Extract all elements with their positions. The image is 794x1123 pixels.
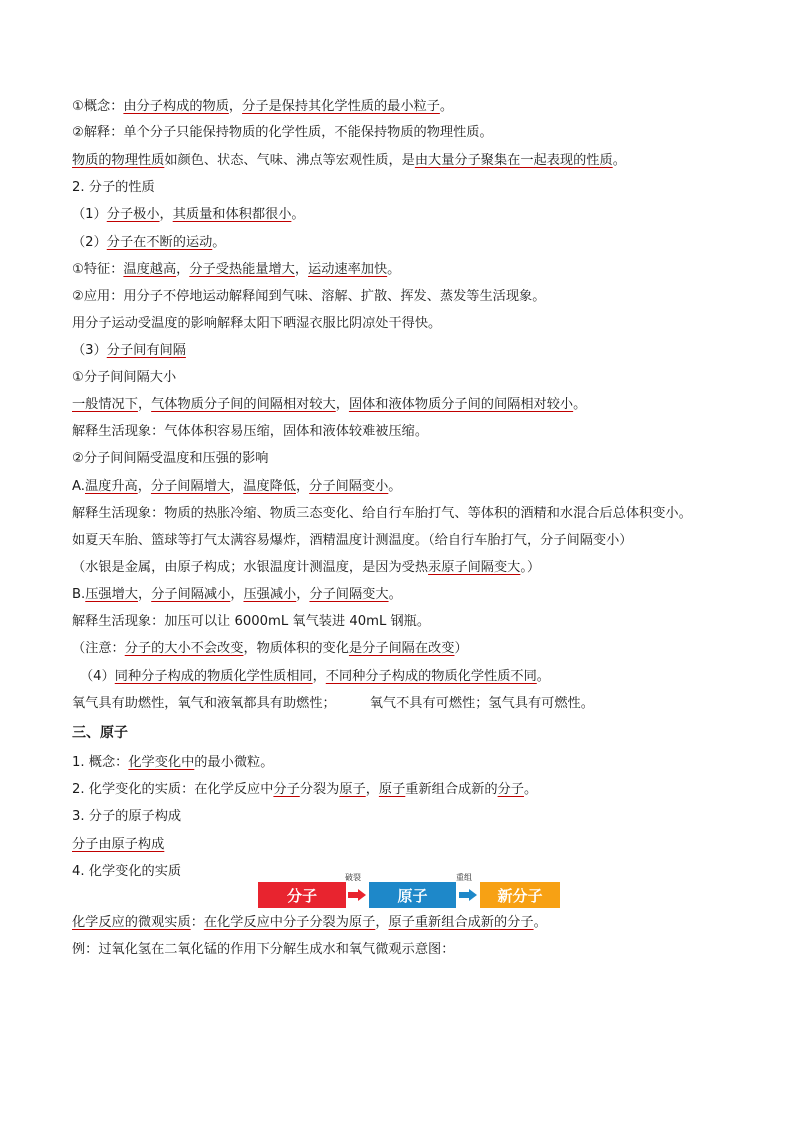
temp-pressure-heading: ②分子间间隔受温度和压强的影响 [72, 451, 269, 466]
atom-concept-line: 1. 概念：化学变化中的最小微粒。 [72, 755, 274, 770]
atom-box: 原子 [369, 882, 456, 908]
property-1: （1）分子极小，其质量和体积都很小。 [72, 207, 305, 222]
mercury-line: （水银是金属，由原子构成；水银温度计测温度，是因为受热汞原子间隔变大。） [72, 560, 541, 575]
atom-section-title: 三、原子 [72, 725, 128, 741]
property-3: （3）分子间有间隔 [72, 343, 186, 358]
essence-heading: 4. 化学变化的实质 [72, 864, 182, 879]
oxygen-line: 氧气具有助燃性，氧气和液氧都具有助燃性； 氧气不具有可燃性；氢气具有可燃性。 [72, 696, 594, 711]
physical-property-line: 物质的物理性质如颜色、状态、气味、沸点等宏观性质，是由大量分子聚集在一起表现的性质。 [72, 153, 626, 168]
micro-essence-line: 化学反应的微观实质：在化学反应中分子分裂为原子，原子重新组合成新的分子。 [72, 915, 547, 930]
new-molecule-box: 新分子 [480, 882, 560, 908]
break-label: 破裂 [345, 873, 361, 882]
note-line: （注意：分子的大小不会改变，物质体积的变化是分子间隔在改变） [72, 641, 468, 656]
temperature-line: A.温度升高，分子间隔增大，温度降低，分子间隔变小。 [72, 479, 402, 494]
application-line-2: 用分子运动受温度的影响解释太阳下晒湿衣服比阴凉处干得快。 [72, 316, 442, 331]
molecule-composition-heading: 3. 分子的原子构成 [72, 809, 182, 824]
recombine-label: 重组 [456, 873, 472, 882]
molecule-box: 分子 [258, 882, 346, 908]
example-h2o2-line: 例：过氧化氢在二氧化锰的作用下分解生成水和氧气微观示意图： [72, 942, 455, 957]
compress-line: 解释生活现象：气体体积容易压缩，固体和液体较难被压缩。 [72, 424, 429, 439]
arrow-right-icon [348, 889, 366, 901]
feature-line: ①特征：温度越高，分子受热能量增大，运动速率加快。 [72, 262, 401, 277]
application-line: ②应用：用分子不停地运动解释闻到气味、溶解、扩散、挥发、蒸发等生活现象。 [72, 289, 546, 304]
example-line: 如夏天车胎、篮球等打气太满容易爆炸，酒精温度计测温度。（给自行车胎打气，分子间隔变小） [72, 533, 633, 548]
gap-size-heading: ①分子间间隔大小 [72, 370, 177, 385]
chemical-change-essence-line: 2. 化学变化的实质：在化学反应中分子分裂为原子，原子重新组合成新的分子。 [72, 782, 538, 797]
property-2: （2）分子在不断的运动。 [72, 235, 226, 250]
arrow-right-icon [459, 889, 477, 901]
reaction-flow-diagram [258, 873, 568, 912]
oxygen-cylinder-line: 解释生活现象：加压可以让 6000mL 氧气装进 40mL 钢瓶。 [72, 614, 431, 629]
pressure-line: B.压强增大，分子间隔减小，压强减小，分子间隔变大。 [72, 587, 402, 602]
explain-line: ②解释：单个分子只能保持物质的化学性质，不能保持物质的物理性质。 [72, 125, 493, 140]
section-heading: 2. 分子的性质 [72, 180, 155, 195]
molecule-composition-line: 分子由原子构成 [72, 837, 165, 852]
phenomenon-line: 解释生活现象：物质的热胀冷缩、物质三态变化、给自行车胎打气、等体积的酒精和水混合后总体积变小。 [72, 506, 692, 521]
property-4: （4）同种分子构成的物质化学性质相同，不同种分子构成的物质化学性质不同。 [80, 669, 550, 684]
concept-line: ①概念：由分子构成的物质，分子是保持其化学性质的最小粒子。 [72, 99, 454, 114]
gap-size-line: 一般情况下，气体物质分子间的间隔相对较大，固体和液体物质分子间的间隔相对较小。 [72, 397, 587, 412]
